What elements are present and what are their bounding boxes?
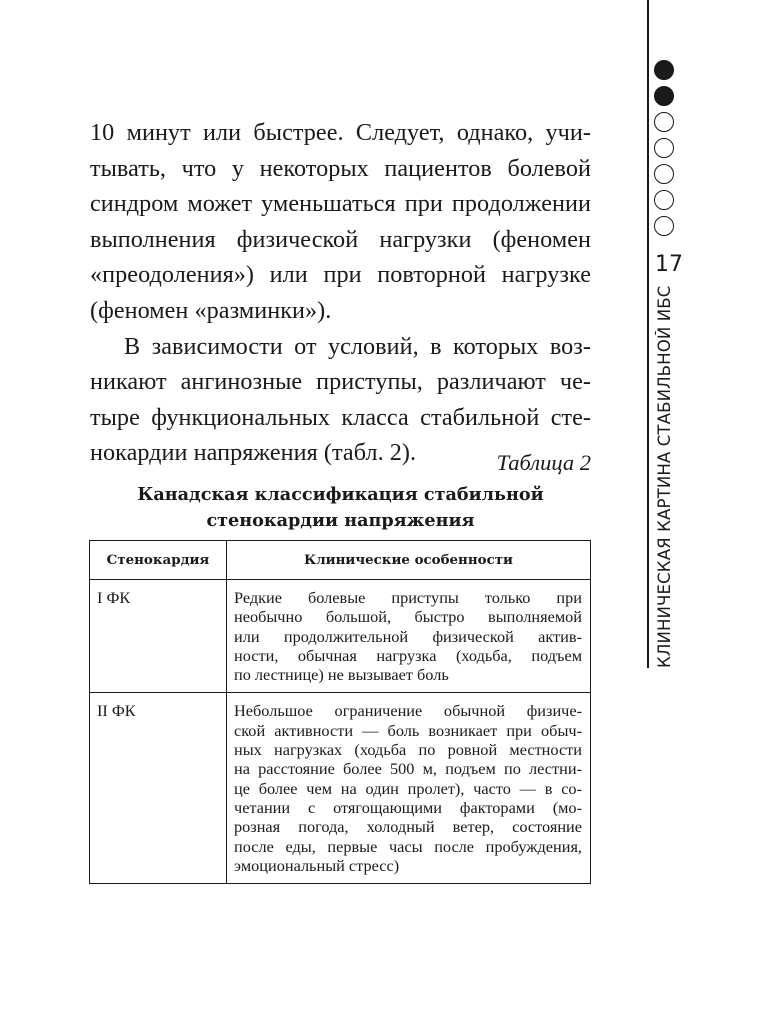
clinical-features-cell (227, 693, 591, 884)
text-line: выполнения физической нагрузки (феномен (90, 225, 591, 253)
table-row (90, 693, 591, 884)
cell-line: по лестнице) не вызывает боль (234, 665, 449, 685)
side-tab-rule (647, 0, 649, 668)
chapter-marker-empty-icon (654, 112, 674, 132)
cell-line: необычно большой, быстро выполняемой (234, 607, 582, 627)
text-line: никают ангинозные приступы, различают че- (90, 368, 591, 396)
chapter-marker-filled-icon (654, 86, 674, 106)
chapter-marker-filled-icon (654, 60, 674, 80)
cell-line: ных нагрузках (ходьба по ровной местности (234, 740, 582, 760)
chapter-markers (651, 60, 677, 242)
chapter-marker-empty-icon (654, 216, 674, 236)
cell-line: после еды, первые часы после пробуждения, (234, 836, 582, 856)
cell-line: ности, обычная нагрузка (ходьба, подъем (234, 645, 582, 665)
clinical-features-cell (227, 580, 591, 693)
table-header-row (90, 541, 591, 580)
table-title-line: Канадская классификация стабильной (137, 484, 544, 505)
chapter-marker-empty-icon (654, 138, 674, 158)
cell-line: ской активности — боль возникает при обыч- (234, 720, 582, 740)
cell-line: на расстояние более 500 м, подъем по лестни- (234, 759, 582, 779)
chapter-marker-empty-icon (654, 164, 674, 184)
text-line: нокардии напряжения (табл. 2). (90, 439, 417, 467)
page-number: 17 (655, 252, 683, 277)
table-row (90, 580, 591, 693)
table-title (90, 482, 591, 534)
cell-line: эмоциональный стресс) (234, 855, 400, 875)
text-line: В зависимости от условий, в которых воз- (124, 332, 591, 360)
text-line: (феномен «разминки»). (90, 296, 332, 324)
text-line: синдром может уменьшаться при продолжении (90, 190, 591, 218)
column-header-angina: Стенокардия (90, 541, 227, 580)
cell-line: Редкие болевые приступы только при (234, 588, 582, 607)
table-label: Таблица 2 (496, 450, 591, 475)
body-text (90, 115, 591, 471)
functional-class-cell: I ФК (90, 580, 227, 693)
text-line: 10 минут или быстрее. Следует, однако, учи- (90, 119, 591, 146)
chapter-marker-empty-icon (654, 190, 674, 210)
classification-table (89, 540, 591, 884)
cell-line: или продолжительной физической актив- (234, 626, 582, 646)
text-line: тывать, что у некоторых пациентов болевой (90, 154, 591, 182)
functional-class-cell: II ФК (90, 693, 227, 884)
text-line: тыре функциональных класса стабильной сте- (90, 403, 591, 431)
column-header-features: Клинические особенности (227, 541, 591, 580)
cell-line: четании с отягощающими факторами (мо- (234, 797, 582, 817)
cell-line: Небольшое ограничение обычной физиче- (234, 701, 582, 721)
cell-line: розная погода, холодный ветер, состояние (234, 817, 582, 837)
text-line: «преодоления») или при повторной нагрузке (90, 261, 591, 289)
cell-line: це более чем на один пролет), часто — в со- (234, 778, 582, 798)
table-title-line: стенокардии напряжения (206, 510, 475, 531)
running-head: КЛИНИЧЕСКАЯ КАРТИНА СТАБИЛЬНОЙ ИБС (655, 285, 674, 668)
